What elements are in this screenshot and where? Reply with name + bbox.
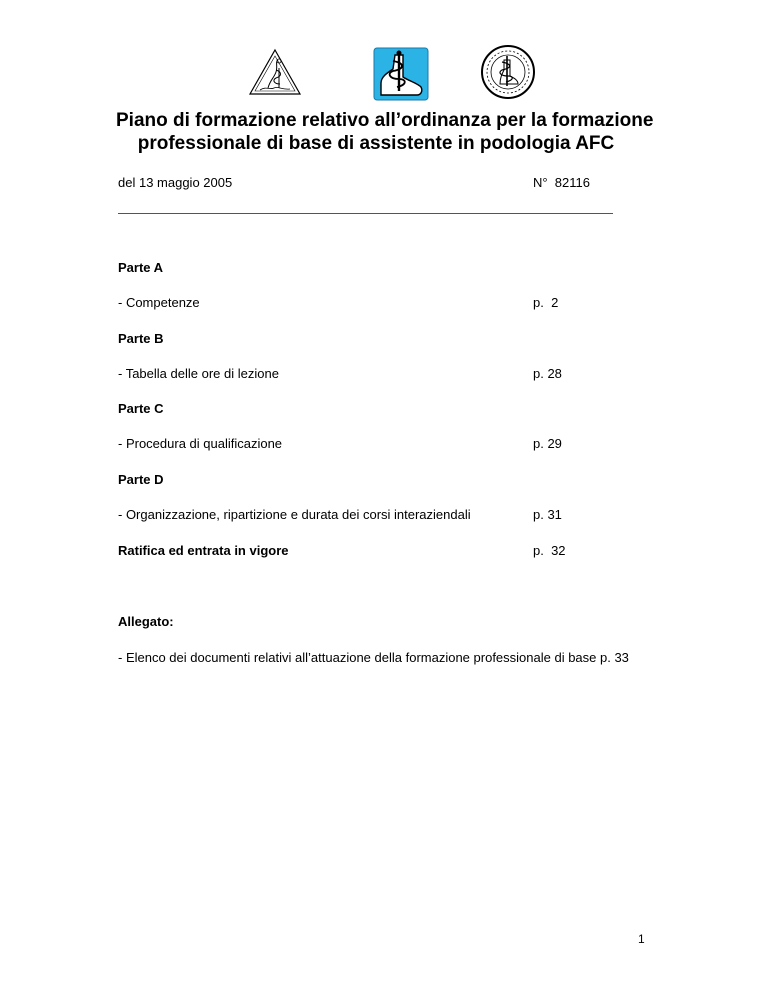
part-c-item: - Procedura di qualificazione <box>118 436 283 451</box>
triangle-emblem-logo <box>248 48 302 96</box>
title-line-1: Piano di formazione relativo all’ordinanza per la formazione <box>116 110 654 131</box>
ratifica-heading: Ratifica ed entrata in vigore <box>118 543 289 558</box>
part-a-item: - Competenze <box>118 295 200 310</box>
document-date: del 13 maggio 2005 <box>118 175 233 190</box>
title-line-2: professionale di base di assistente in podologia AFC <box>137 133 615 154</box>
part-b-heading: Parte B <box>118 331 164 346</box>
part-a-page: p. 2 <box>533 295 559 310</box>
allegato-item: - Elenco dei documenti relativi all’attuazione della formazione professionale di base p. 33 <box>118 650 629 665</box>
part-c-page: p. 29 <box>533 436 562 451</box>
allegato-heading: Allegato: <box>118 614 174 629</box>
part-c-heading: Parte C <box>118 401 164 416</box>
page-number: 1 <box>638 932 645 946</box>
part-a-heading: Parte A <box>118 260 164 275</box>
part-d-heading: Parte D <box>118 472 164 487</box>
podiatry-caduceus-logo <box>373 47 429 101</box>
document-number: N° 82116 <box>533 175 590 190</box>
header-logos <box>0 44 768 106</box>
ratifica-page: p. 32 <box>533 543 566 558</box>
horizontal-rule <box>118 213 613 214</box>
part-b-page: p. 28 <box>533 366 562 381</box>
foot-caduceus-seal-logo <box>480 44 536 100</box>
part-b-item: - Tabella delle ore di lezione <box>118 366 279 381</box>
document-title <box>116 109 654 155</box>
part-d-item: - Organizzazione, ripartizione e durata dei corsi interaziendali <box>118 507 471 522</box>
part-d-page: p. 31 <box>533 507 562 522</box>
